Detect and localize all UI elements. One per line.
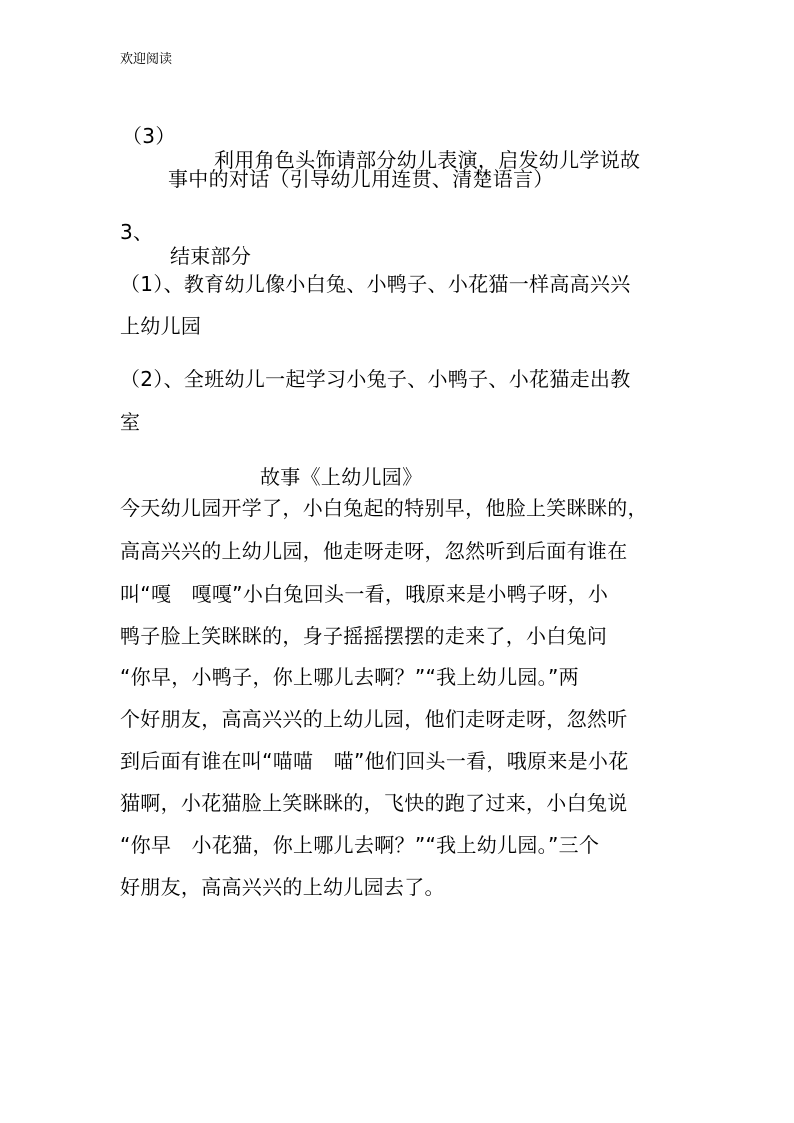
ending-item-1-line-2 <box>0 290 202 338</box>
story-line-text: 到后面有谁在叫“喵喵 喵”他们回头一看，哦原来是小花 <box>120 749 629 773</box>
ending-item-2-text: （2）、全班幼儿一起学习小兔子、小鸭子、小花猫走出教 <box>120 367 631 391</box>
item-3-text: 利用角色头饰请部分幼儿表演，启发幼儿学说故 <box>214 148 641 172</box>
ending-item-2-line-2 <box>0 386 141 434</box>
story-line-text: 猫啊，小花猫脸上笑眯眯的，飞快的跑了过来，小白兔说 <box>120 791 628 815</box>
ending-item-2-line-1 <box>0 343 631 391</box>
story-line-text: 个好朋友，高高兴兴的上幼儿园，他们走呀走呀，忽然听 <box>120 707 628 731</box>
story-title: 故事《上幼儿园》 <box>260 465 423 489</box>
ending-item-2-text-continued: 室 <box>120 410 141 434</box>
ending-item-1-text-continued: 上幼儿园 <box>120 314 202 338</box>
story-line-text: “你早 小花猫，你上哪儿去啊？”“我上幼儿园。”三个 <box>120 833 600 857</box>
story-line-text: 高高兴兴的上幼儿园，他走呀走呀，忽然听到后面有谁在 <box>120 539 628 563</box>
story-line-text: 鸭子脸上笑眯眯的，身子摇摇摆摆的走来了，小白兔问 <box>120 624 608 648</box>
section-3-label: 3、 <box>120 220 154 244</box>
story-line-text: 今天幼儿园开学了，小白兔起的特别早，他脸上笑眯眯的， <box>120 496 648 520</box>
page-header: 欢迎阅读 <box>120 52 173 67</box>
section-3-title: 结束部分 <box>170 244 252 268</box>
story-line-text: 叫“嘎 嘎嘎”小白兔回头一看，哦原来是小鸭子呀，小 <box>120 582 609 606</box>
item-3-label: （3） <box>122 124 176 148</box>
ending-item-1-text: （1）、教育幼儿像小白兔、小鸭子、小花猫一样高高兴兴 <box>120 272 631 296</box>
story-line-text: “你早，小鸭子，你上哪儿去啊？”“我上幼儿园。”两 <box>120 665 579 689</box>
item-3-text-continued: 事中的对话（引导幼儿用连贯、清楚语言） <box>168 167 554 191</box>
story-line-text: 好朋友，高高兴兴的上幼儿园去了。 <box>120 875 445 899</box>
story-title-line <box>0 441 423 489</box>
